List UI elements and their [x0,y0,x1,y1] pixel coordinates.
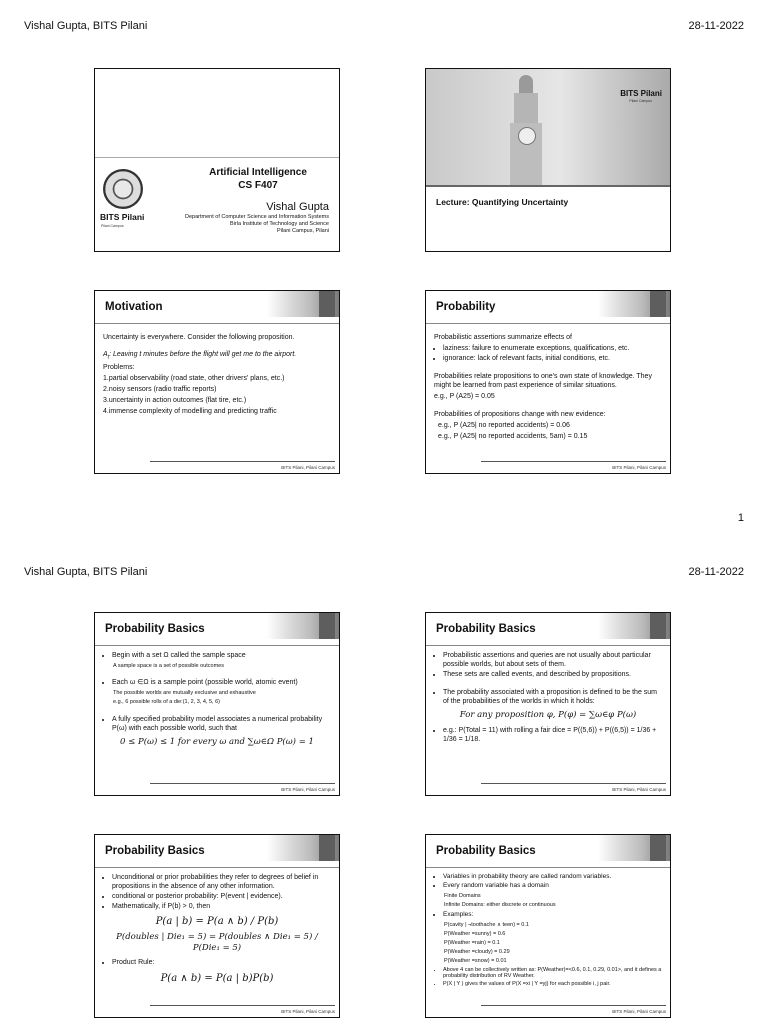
example-item: P(cavity | ¬toothache ∧ teen) = 0.1 [444,922,529,929]
problem-item: 4.immense complexity of modelling and predicting traffic [103,408,277,416]
example-item: P(Weather =rain) = 0.1 [444,939,500,946]
bullet-item: • Unconditional or prior probabilities they refer to degrees of belief in propositions in the absence of any other information. [112,873,331,891]
dept-line1: Department of Computer Science and Information Systems [185,214,329,220]
bullet-item: • Variables in probability theory are called random variables. [443,873,662,881]
sub-bullet: e.g., 6 possible rolls of a die:(1, 2, 3, 4, 5, 6) [113,699,221,706]
dept-line2: Birla Institute of Technology and Science [230,220,329,227]
slide-body [434,651,662,747]
slide-probability-basics-1 [94,612,340,796]
slide-header [95,835,339,867]
slide-heading: Probability Basics [436,845,536,857]
bullet-item: • e.g.: P(Total = 11) with rolling a fair dice = P((5,6)) + P((6,5)) = 1/36 + 1/36 = 1/18. [443,726,662,744]
slide-header [95,613,339,645]
bullet-item: • Each ω ∈Ω is a sample point (possible world, atomic event) [112,678,331,687]
header-decoration [598,835,670,861]
slide-probability [425,290,671,474]
example-item: P(Weather =cloudy) = 0.29 [444,948,510,955]
example: e.g., P (A25| no reported accidents, 5am) = 0.15 [438,432,588,440]
header-decoration [598,291,670,317]
slide-motivation [94,290,340,474]
example-item: P(Weather =sunny) = 0.6 [444,931,506,937]
slide-header [426,835,670,867]
bullet-item: • The probability associated with a proposition is defined to be the sum of the probabilities of the worlds in which it holds: [443,688,662,706]
header-decoration [267,613,339,639]
title-rule [95,157,339,158]
slide-footer: BITS Pilani, Pilani Campus [612,787,666,792]
lecture-title: Lecture: Quantifying Uncertainty [436,197,569,207]
slide-probability-basics-2 [425,612,671,796]
page2-header-left: Vishal Gupta, BITS Pilani [24,566,148,578]
bits-logo-sub: Pilani Campus [101,224,124,228]
slide-heading: Probability Basics [105,845,205,857]
bullet-item: • laziness: failure to enumerate exceptions, qualifications, etc. [443,344,662,353]
bullet-item: • Examples: [443,911,662,919]
slide-heading: Probability Basics [436,623,536,635]
slide-heading: Probability [436,301,496,313]
slide-probability-basics-3 [94,834,340,1018]
intro-text: Uncertainty is everywhere. Consider the following proposition. [103,334,295,341]
header-decoration [267,291,339,317]
slide-footer: BITS Pilani, Pilani Campus [281,1009,335,1014]
problem-item: 1.partial observability (road state, other drivers' plans, etc.) [103,375,285,383]
course-name: Artificial Intelligence [209,167,307,178]
header-decoration [267,835,339,861]
slide-body [103,333,331,418]
slide-footer: BITS Pilani, Pilani Campus [612,465,666,470]
slide-header [95,291,339,323]
example-item: P(Weather =snow) = 0.01 [444,957,507,964]
dept-line3: Pilani Campus, Pilani [277,227,329,234]
header-decoration [598,613,670,639]
bullet-item: • P(X | Y ) gives the values of P(X =xi | Y =yj) for each possible i, j pair. [443,981,662,988]
conditional-formula: P(a | b) = P(a ∧ b) / P(b) [155,916,279,928]
paragraph: Probabilities of propositions change with new evidence: [434,410,606,418]
slide-header [426,613,670,645]
slide-body [434,333,662,443]
problem-item: 2.noisy sensors (radio traffic reports) [103,386,217,394]
slide-header [426,291,670,323]
slide-body [103,651,331,752]
bullet-item: • conditional or posterior probability: P(event | evidence). [112,892,331,901]
page2-header-date: 28-11-2022 [688,566,744,578]
slide-probability-basics-4 [425,834,671,1018]
department [185,214,329,235]
sub-bullet: Infinite Domains: either discrete or continuous [444,902,556,909]
intro-text: Probabilistic assertions summarize effects of [434,334,572,341]
product-rule-formula: P(a ∧ b) = P(a | b)P(b) [160,972,274,984]
bullet-item: • Every random variable has a domain [443,882,662,890]
probability-axiom-formula: 0 ≤ P(ω) ≤ 1 for every ω and ∑ω∈Ω P(ω) = 1 [120,736,314,747]
clock-tower-photo [426,69,670,185]
bullet-item: • Mathematically, if P(b) > 0, then [112,902,331,911]
doubles-formula: P(doubles | Die₁ = 5) = P(doubles ∧ Die₁ = 5) / P(Die₁ = 5) [116,932,318,954]
bullet-item: • Product Rule: [112,958,331,967]
proposition: $A_t$: Leaving t minutes before the flight will get me to the airport. [103,351,297,361]
problem-item: 3.uncertainty in action outcomes (flat tire, etc.) [103,397,247,405]
bullet-item: • Probabilistic assertions and queries are not usually about particular possible worlds, but about sets of them. [443,651,662,669]
course-title [185,167,331,192]
problems-label: Problems: [103,363,135,371]
slide-heading: Probability Basics [105,623,205,635]
page1-header-date: 28-11-2022 [688,20,744,32]
bullet-item: • These sets are called events, and described by propositions. [443,670,662,679]
bits-logo: BITS Pilani [100,212,145,222]
course-code: CS F407 [238,179,278,191]
sub-bullet: The possible worlds are mutually exclusive and exhaustive [113,690,256,697]
bits-logo: BITS Pilani [620,89,662,98]
example: e.g., P (A25| no reported accidents) = 0.06 [438,421,570,429]
sub-bullet: A sample space is a set of possible outcomes [113,663,224,670]
slide-body [434,873,662,991]
bullet-item: • ignorance: lack of relevant facts, initial conditions, etc. [443,354,662,363]
slide-footer: BITS Pilani, Pilani Campus [281,465,335,470]
slide-footer: BITS Pilani, Pilani Campus [281,787,335,792]
bullet-item: • Begin with a set Ω called the sample space [112,651,331,660]
bullet-item: • Above 4 can be collectively written as: P(Weather)=<0.6, 0.1, 0.29, 0.01>, and it defines a probability distribution of RV Weather. [443,967,662,981]
slide-lecture [425,68,671,252]
author-name: Vishal Gupta [266,201,329,213]
slide-body [103,873,331,989]
clock-tower-icon [506,75,546,187]
slide-title [94,68,340,252]
paragraph: Probabilities relate propositions to one's own state of knowledge. They might be learned from past experience of similar situations. [434,373,652,390]
bullet-item: • A fully specified probability model associates a numerical probability P(ω) with each possible world, such that [112,715,331,733]
page1-header-left: Vishal Gupta, BITS Pilani [24,20,148,32]
bits-logo-sub: Pilani Campus [629,99,652,103]
proposition-formula: For any proposition φ, P(φ) = ∑ω∈φ P(ω) [459,710,637,721]
example: e.g., P (A25) = 0.05 [434,393,495,401]
slide-heading: Motivation [105,301,163,313]
bits-seal-icon [103,169,143,209]
slide-footer: BITS Pilani, Pilani Campus [612,1009,666,1014]
sub-bullet: Finite Domains [444,893,481,900]
page-number: 1 [737,512,744,524]
lecture-rule [426,185,670,187]
